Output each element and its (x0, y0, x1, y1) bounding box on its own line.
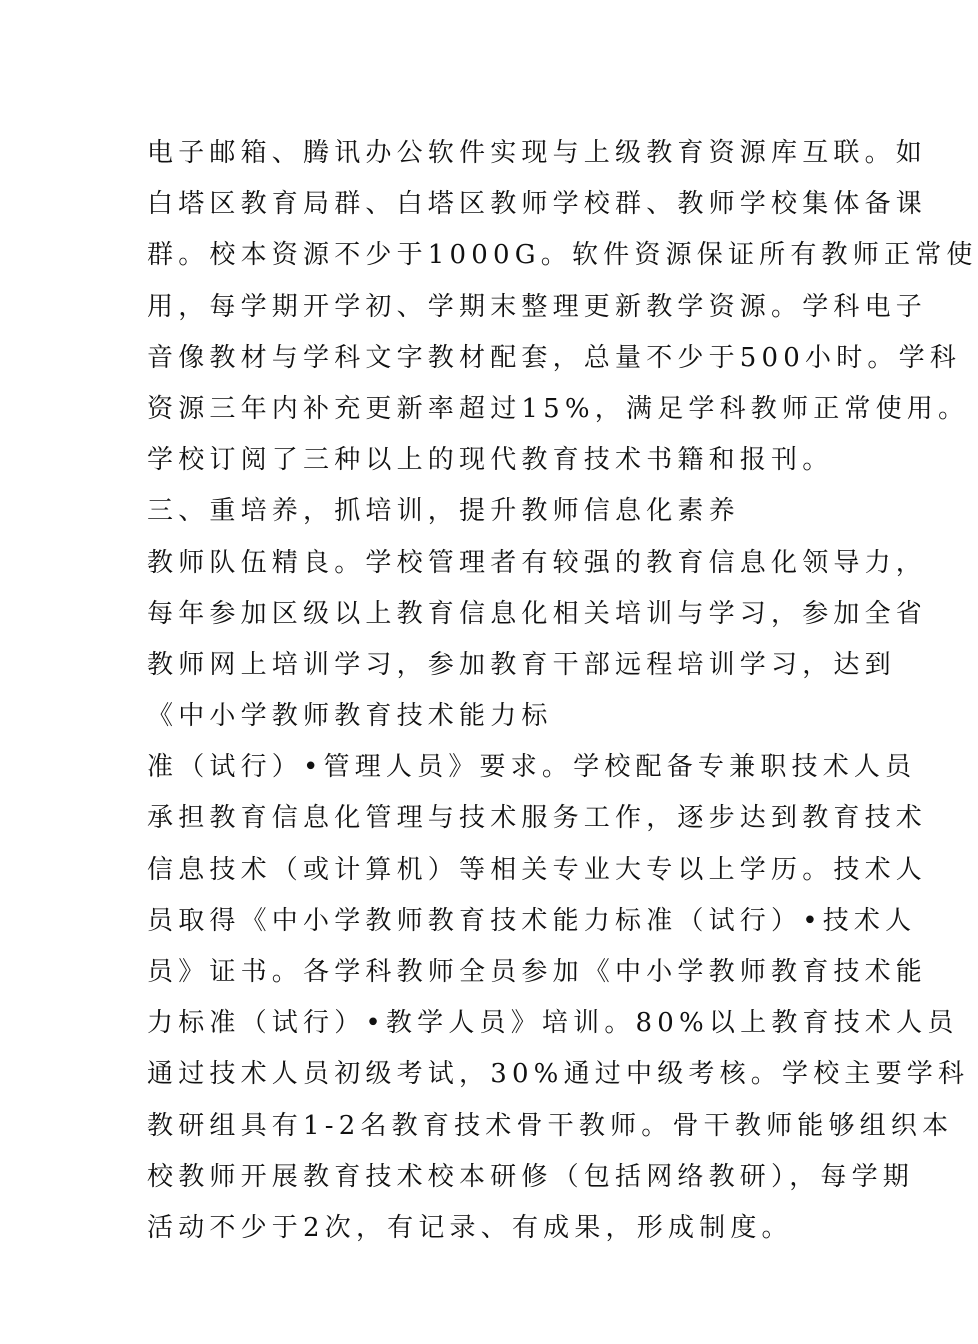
paragraph-line: 员取得《中小学教师教育技术能力标准（试行）•技术人 (147, 905, 917, 936)
body-text (147, 128, 978, 1254)
paragraph-line: 信息技术（或计算机）等相关专业大专以上学历。技术人 (147, 854, 928, 885)
paragraph-line: 音像教材与学科文字教材配套，总量不少于500小时。学科 (147, 342, 962, 373)
paragraph-line: 白塔区教育局群、白塔区教师学校群、教师学校集体备课 (147, 189, 928, 220)
paragraph-line: 《中小学教师教育技术能力标 (147, 701, 553, 732)
paragraph-line: 承担教育信息化管理与技术服务工作，逐步达到教育技术 (147, 803, 928, 834)
paragraph-line: 员》证书。各学科教师全员参加《中小学教师教育技术能 (147, 957, 928, 987)
paragraph-line: 学校订阅了三种以上的现代教育技术书籍和报刊。 (147, 445, 834, 476)
paragraph-line: 用，每学期开学初、学期末整理更新教学资源。学科电子 (147, 291, 928, 322)
paragraph-line: 活动不少于2次，有记录、有成果，形成制度。 (147, 1212, 793, 1243)
paragraph-line: 每年参加区级以上教育信息化相关培训与学习，参加全省 (147, 598, 928, 629)
paragraph-line: 电子邮箱、腾讯办公软件实现与上级教育资源库互联。如 (147, 138, 928, 168)
paragraph-line: 力标准（试行）•教学人员》培训。80%以上教育技术人员 (147, 1008, 959, 1039)
paragraph-line: 准（试行）•管理人员》要求。学校配备专兼职技术人员 (147, 752, 917, 783)
section-heading: 三、重培养，抓培训，提升教师信息化素养 (147, 496, 740, 527)
paragraph-line: 校教师开展教育技术校本研修（包括网络教研），每学期 (147, 1161, 915, 1192)
paragraph-line: 教师网上培训学习，参加教育干部远程培训学习，达到 (147, 649, 896, 680)
paragraph-line: 教研组具有1-2名教育技术骨干教师。骨干教师能够组织本 (147, 1110, 954, 1141)
paragraph-line: 群。校本资源不少于1000G。软件资源保证所有教师正常使 (147, 240, 978, 271)
paragraph-line: 资源三年内补充更新率超过15%，满足学科教师正常使用。 (147, 393, 970, 424)
paragraph-line: 通过技术人员初级考试，30%通过中级考核。学校主要学科 (147, 1059, 970, 1090)
paragraph-line: 教师队伍精良。学校管理者有较强的教育信息化领导力， (147, 547, 928, 578)
